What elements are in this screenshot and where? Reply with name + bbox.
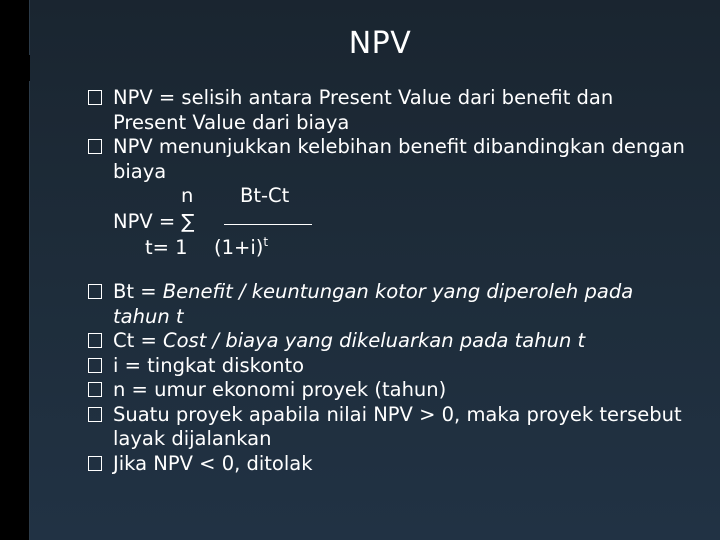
slide-content xyxy=(88,86,688,476)
formula-fraction-bar xyxy=(224,224,312,225)
formula-numerator: Bt-Ct xyxy=(240,184,290,207)
formula-upper-limit: n xyxy=(181,184,194,207)
bullet-text: Jika NPV < 0, ditolak xyxy=(113,451,313,475)
bullet-item-ct xyxy=(88,329,688,354)
bullet-box-icon xyxy=(88,358,102,373)
bullet-item-accept xyxy=(88,403,688,452)
bullet-box-icon xyxy=(88,139,102,154)
bullet-text: Ct = xyxy=(113,329,163,352)
bullet-box-icon xyxy=(88,284,102,299)
formula-lhs: NPV = ∑ xyxy=(113,210,195,233)
formula-denominator: $(1+i)^t$ xyxy=(214,235,269,259)
bullet-box-icon xyxy=(88,333,102,348)
bullet-box-icon xyxy=(88,456,102,471)
bullet-text-italic: Cost / biaya yang dikeluarkan pada tahun t xyxy=(163,329,586,352)
bullet-item-bt xyxy=(88,280,688,329)
bullet-item-reject xyxy=(88,452,688,477)
bullet-text: Bt = xyxy=(113,280,163,303)
npv-formula xyxy=(113,184,688,262)
left-sidebar-divider xyxy=(29,0,30,540)
bullet-item-i xyxy=(88,354,688,379)
bullet-text: NPV menunjukkan kelebihan benefit dibandingkan dengan biaya xyxy=(113,135,685,183)
bullet-box-icon xyxy=(88,382,102,397)
left-sidebar-bar xyxy=(0,0,30,540)
slide-title: NPV xyxy=(348,26,412,61)
formula-exponent: t xyxy=(263,235,269,249)
bullet-text: i = tingkat diskonto xyxy=(113,353,305,377)
bullet-item-definition xyxy=(88,86,688,135)
bullet-item-meaning xyxy=(88,135,688,184)
bullet-box-icon xyxy=(88,407,102,422)
title-accent-block xyxy=(18,55,30,81)
bullet-text: NPV = selisih antara Present Value dari benefit dan Present Value dari biaya xyxy=(113,86,614,134)
bullet-box-icon xyxy=(88,90,102,105)
bullet-text: Suatu proyek apabila nilai NPV > 0, maka proyek tersebut layak dijalankan xyxy=(113,402,682,450)
formula-lower-limit: t= 1 xyxy=(145,236,188,259)
bullet-text: n = umur ekonomi proyek (tahun) xyxy=(113,378,447,401)
bullet-item-n xyxy=(88,378,688,403)
bullet-text-italic: Benefit / keuntungan kotor yang diperoleh pada tahun t xyxy=(113,280,634,328)
